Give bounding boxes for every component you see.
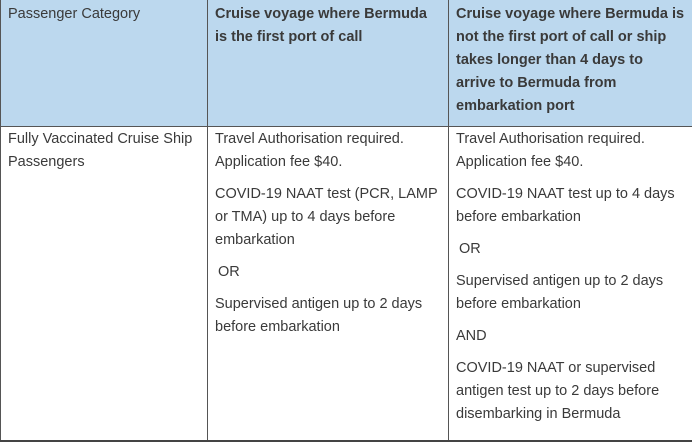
cell-not-first-port-requirements [449, 127, 692, 442]
requirement-text: Supervised antigen up to 2 days before embarkation [215, 296, 423, 335]
header-bermuda-not-first-port: Cruise voyage where Bermuda is not the first port of call or ship takes longer than 4 days to arrive to Bermuda from embarkation port [449, 0, 692, 127]
requirement-text: COVID-19 NAAT test up to 4 days before embarkation [456, 186, 675, 225]
requirement-text: Supervised antigen up to 2 days before embarkation [456, 273, 664, 312]
requirement-connector: OR [459, 241, 481, 257]
requirement-text: Travel Authorisation required. Application fee $40. [215, 131, 404, 170]
table-header-row [1, 0, 692, 127]
category-text: Fully Vaccinated Cruise Ship Passengers [8, 131, 193, 170]
cell-first-port-requirements [208, 127, 449, 442]
header-passenger-category: Passenger Category [1, 0, 208, 127]
cell-passenger-category [1, 127, 208, 442]
requirement-text: COVID-19 NAAT or supervised antigen test up to 2 days before disembarking in Bermuda [456, 360, 660, 422]
requirement-text: COVID-19 NAAT test (PCR, LAMP or TMA) up to 4 days before embarkation [215, 186, 438, 248]
table-row [1, 127, 692, 442]
header-bermuda-first-port: Cruise voyage where Bermuda is the first port of call [208, 0, 449, 127]
requirement-connector: AND [456, 328, 487, 344]
requirement-connector: OR [218, 264, 240, 280]
requirement-text: Travel Authorisation required. Application fee $40. [456, 131, 645, 170]
